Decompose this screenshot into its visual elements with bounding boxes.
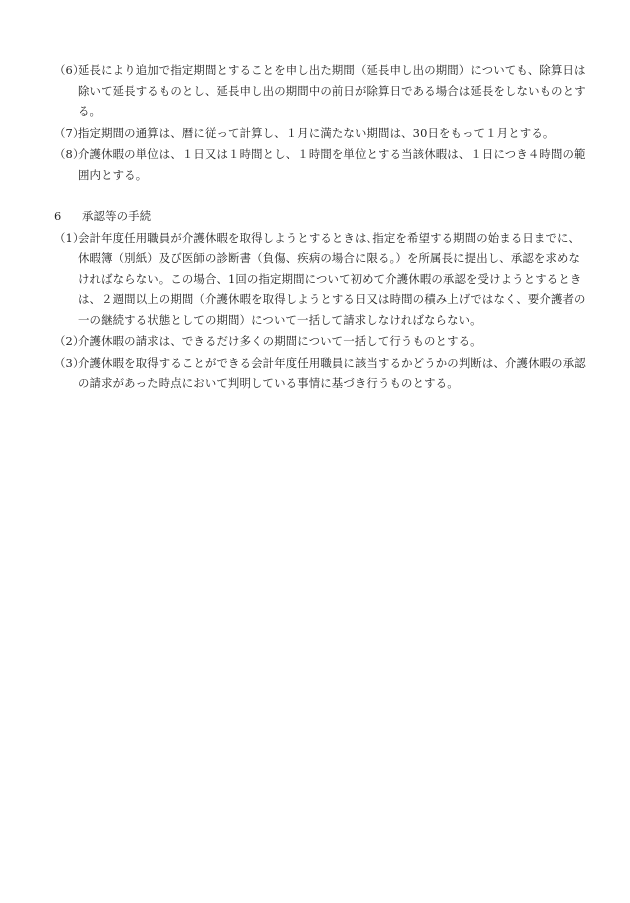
item-number: （8）	[54, 147, 85, 161]
item-text: 会計年度任用職員が介護休暇を取得しようとするときは､指定を希望する期間の始まる日までに、休暇簿（別紙）及び医師の診断書（負傷、疾病の場合に限る。）を所属長に提出し、承認を求めなければならない。この場合、1回の指定期間について初めて介護休暇の承認を受けようとするときは、２週間以上の期間（介護休暇を取得しようとする日又は時間の積み上げではなく、要介護者の一の継続する状態としての期間）について一括して請求しなければならない。	[78, 230, 586, 327]
list-item	[54, 353, 586, 394]
item-text: 延長により追加で指定期間とすることを申し出た期間（延長申し出の期間）についても、除算日は除いて延長するものとし、延長申し出の期間中の前日が除算日である場合は延長をしないものとする。	[78, 63, 586, 118]
continued-items-section	[54, 60, 586, 186]
section-number: 6	[54, 209, 62, 223]
list-item	[54, 144, 586, 185]
item-text: 介護休暇の請求は、できるだけ多くの期間について一括して行うものとする。	[78, 334, 482, 348]
item-text: 介護休暇の単位は、１日又は１時間とし、１時間を単位とする当該休暇は、１日につき４時間の範囲内とする。	[78, 147, 586, 182]
section-title: 承認等の手続	[82, 209, 152, 223]
list-item	[54, 60, 586, 122]
item-number: （7）	[54, 125, 85, 140]
section-heading	[54, 206, 586, 227]
item-number: （1）	[54, 230, 85, 245]
item-number: （6）	[54, 63, 85, 77]
section-6	[54, 206, 586, 395]
list-item	[54, 123, 586, 144]
item-text: 介護休暇を取得することができる会計年度任用職員に該当するかどうかの判断は、介護休暇の承認の請求があった時点において判明している事情に基づき行うものとする。	[78, 355, 586, 390]
item-number: （2）	[54, 334, 85, 348]
item-text: 指定期間の通算は、暦に従って計算し、１月に満たない期間は、30日をもって１月とする。	[78, 125, 555, 140]
item-number: （3）	[54, 355, 85, 370]
list-item	[54, 228, 586, 331]
list-item	[54, 331, 586, 352]
